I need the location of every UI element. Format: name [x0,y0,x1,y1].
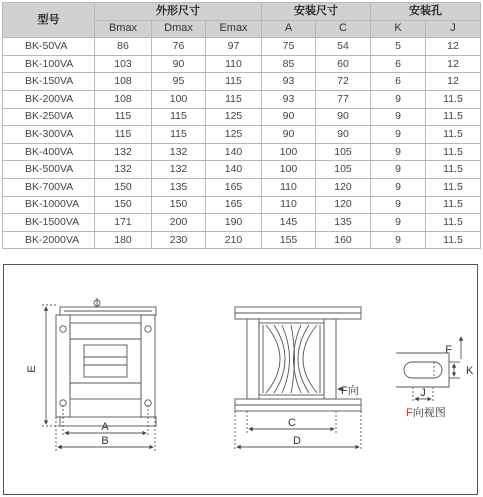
hole-view-caption [406,405,446,419]
value-cell: 110 [262,196,316,214]
value-cell: 9 [371,161,426,179]
value-cell: 125 [206,126,262,144]
value-cell: 77 [316,90,371,108]
model-cell: BK-1000VA [3,196,95,214]
value-cell: 72 [316,73,371,91]
caption-text: 向视图 [412,407,446,419]
spec-table [2,2,481,249]
model-cell: BK-100VA [3,55,95,73]
value-cell: 135 [316,214,371,232]
spec-table-body [3,38,481,249]
value-cell: 11.5 [426,108,481,126]
sub-header-j: J [426,20,481,38]
value-cell: 105 [316,143,371,161]
value-cell: 165 [206,196,262,214]
value-cell: 135 [152,178,206,196]
table-row [3,90,481,108]
value-cell: 90 [316,126,371,144]
value-cell: 115 [95,126,152,144]
model-cell: BK-1500VA [3,214,95,232]
value-cell: 160 [316,231,371,249]
model-cell: BK-150VA [3,73,95,91]
value-cell: 125 [206,108,262,126]
header-mounting-holes: 安装孔 [371,3,481,21]
value-cell: 54 [316,38,371,56]
value-cell: 103 [95,55,152,73]
caption-letter: F [406,407,413,419]
value-cell: 115 [206,73,262,91]
side-view [235,307,361,451]
value-cell: 9 [371,196,426,214]
value-cell: 85 [262,55,316,73]
sub-header-emax: Emax [206,20,262,38]
table-row [3,126,481,144]
value-cell: 150 [95,196,152,214]
model-cell: BK-700VA [3,178,95,196]
value-cell: 140 [206,161,262,179]
table-row [3,196,481,214]
value-cell: 9 [371,126,426,144]
table-row [3,231,481,249]
dim-k-label: K [466,365,474,377]
value-cell: 132 [152,143,206,161]
value-cell: 150 [95,178,152,196]
value-cell: 5 [371,38,426,56]
value-cell: 11.5 [426,90,481,108]
table-row [3,108,481,126]
header-model: 型号 [3,3,95,38]
value-cell: 11.5 [426,143,481,161]
dimension-drawing-svg [4,265,477,494]
value-cell: 75 [262,38,316,56]
dimension-drawing [3,264,478,495]
value-cell: 12 [426,38,481,56]
value-cell: 100 [262,161,316,179]
value-cell: 110 [206,55,262,73]
value-cell: 140 [206,143,262,161]
model-cell: BK-300VA [3,126,95,144]
model-cell: BK-400VA [3,143,95,161]
dim-d-label: D [293,435,301,447]
value-cell: 9 [371,178,426,196]
value-cell: 132 [152,161,206,179]
value-cell: 100 [152,90,206,108]
value-cell: 9 [371,231,426,249]
value-cell: 90 [152,55,206,73]
table-row [3,143,481,161]
value-cell: 9 [371,108,426,126]
value-cell: 11.5 [426,126,481,144]
value-cell: 11.5 [426,214,481,232]
value-cell: 120 [316,196,371,214]
value-cell: 100 [262,143,316,161]
value-cell: 115 [95,108,152,126]
value-cell: 11.5 [426,196,481,214]
value-cell: 90 [262,126,316,144]
value-cell: 93 [262,73,316,91]
value-cell: 115 [152,126,206,144]
value-cell: 120 [316,178,371,196]
table-row [3,178,481,196]
table-row [3,161,481,179]
value-cell: 90 [316,108,371,126]
table-row [3,73,481,91]
value-cell: 97 [206,38,262,56]
model-cell: BK-200VA [3,90,95,108]
value-cell: 108 [95,90,152,108]
view-direction-mark: F向 [341,385,359,397]
value-cell: 11.5 [426,231,481,249]
value-cell: 6 [371,73,426,91]
value-cell: 200 [152,214,206,232]
value-cell: 145 [262,214,316,232]
value-cell: 180 [95,231,152,249]
value-cell: 190 [206,214,262,232]
front-view [42,298,156,451]
dim-e-label: E [26,365,38,373]
value-cell: 110 [262,178,316,196]
dim-b-label: B [101,435,109,447]
sub-header-dmax: Dmax [152,20,206,38]
value-cell: 9 [371,143,426,161]
value-cell: 9 [371,214,426,232]
header-outline-size: 外形尺寸 [95,3,262,21]
model-cell: BK-2000VA [3,231,95,249]
table-row [3,214,481,232]
value-cell: 86 [95,38,152,56]
value-cell: 105 [316,161,371,179]
model-cell: BK-250VA [3,108,95,126]
value-cell: 132 [95,143,152,161]
value-cell: 90 [262,108,316,126]
value-cell: 150 [152,196,206,214]
table-row [3,38,481,56]
table-row [3,55,481,73]
value-cell: 6 [371,55,426,73]
value-cell: 171 [95,214,152,232]
dim-c-label: C [288,417,296,429]
dim-j-label: J [420,387,426,399]
hole-arrow-label: F [445,344,452,356]
sub-header-bmax: Bmax [95,20,152,38]
value-cell: 115 [206,90,262,108]
value-cell: 132 [95,161,152,179]
value-cell: 93 [262,90,316,108]
sub-header-a: A [262,20,316,38]
value-cell: 115 [152,108,206,126]
model-cell: BK-500VA [3,161,95,179]
value-cell: 210 [206,231,262,249]
value-cell: 12 [426,55,481,73]
dim-a-label: A [101,421,109,433]
value-cell: 9 [371,90,426,108]
value-cell: 11.5 [426,161,481,179]
value-cell: 230 [152,231,206,249]
header-mounting-size: 安装尺寸 [262,3,371,21]
model-cell: BK-50VA [3,38,95,56]
sub-header-k: K [371,20,426,38]
value-cell: 76 [152,38,206,56]
sub-header-c: C [316,20,371,38]
value-cell: 108 [95,73,152,91]
value-cell: 12 [426,73,481,91]
value-cell: 165 [206,178,262,196]
value-cell: 95 [152,73,206,91]
value-cell: 60 [316,55,371,73]
value-cell: 155 [262,231,316,249]
value-cell: 11.5 [426,178,481,196]
